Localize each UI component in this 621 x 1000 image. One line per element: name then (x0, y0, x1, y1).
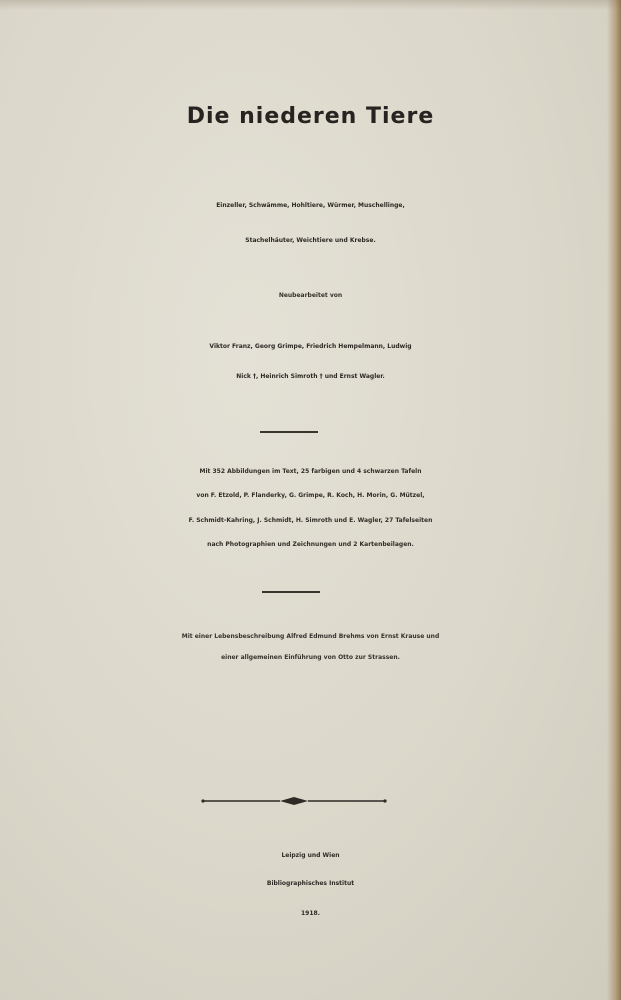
illustrations-line-1: Mit 352 Abbildungen im Text, 25 farbigen und 4 schwarzen Tafeln (199, 468, 422, 475)
authors-line-2: Nick †, Heinrich Simroth † und Ernst Wagler. (236, 373, 385, 380)
imprint-publisher: Bibliographisches Institut (266, 880, 355, 887)
biography-line-1: Mit einer Lebensbeschreibung Alfred Edmund Brehms von Ernst Krause und (181, 633, 440, 640)
subtitle-line-1: Einzeller, Schwämme, Hohltiere, Würmer, Muschellinge, (216, 202, 405, 209)
imprint-place: Leipzig und Wien (281, 852, 340, 859)
illustrations-line-4: nach Photographien und Zeichnungen und 2 Kartenbeilagen. (207, 541, 414, 548)
ornamental-rule (200, 794, 388, 808)
divider-rule-1 (260, 431, 318, 433)
illustrations-line-2: von F. Etzold, P. Flanderky, G. Grimpe, R. Koch, H. Morin, G. Mützel, (196, 492, 425, 499)
page-edge-binding (607, 0, 621, 1000)
page-top-shadow (0, 0, 621, 10)
illustrations-line-3: F. Schmidt-Kahring, J. Schmidt, H. Simroth und E. Wagler, 27 Tafelseiten (188, 517, 433, 524)
imprint-year: 1918. (301, 910, 320, 917)
book-title: Die niederen Tiere (186, 104, 435, 129)
divider-rule-2 (262, 591, 320, 593)
authors-line-1: Viktor Franz, Georg Grimpe, Friedrich Hempelmann, Ludwig (209, 343, 412, 350)
editor-note: Neubearbeitet von (278, 292, 343, 299)
biography-line-2: einer allgemeinen Einführung von Otto zur Strassen. (221, 654, 400, 661)
subtitle-line-2: Stachelhäuter, Weichtiere und Krebse. (245, 237, 376, 244)
